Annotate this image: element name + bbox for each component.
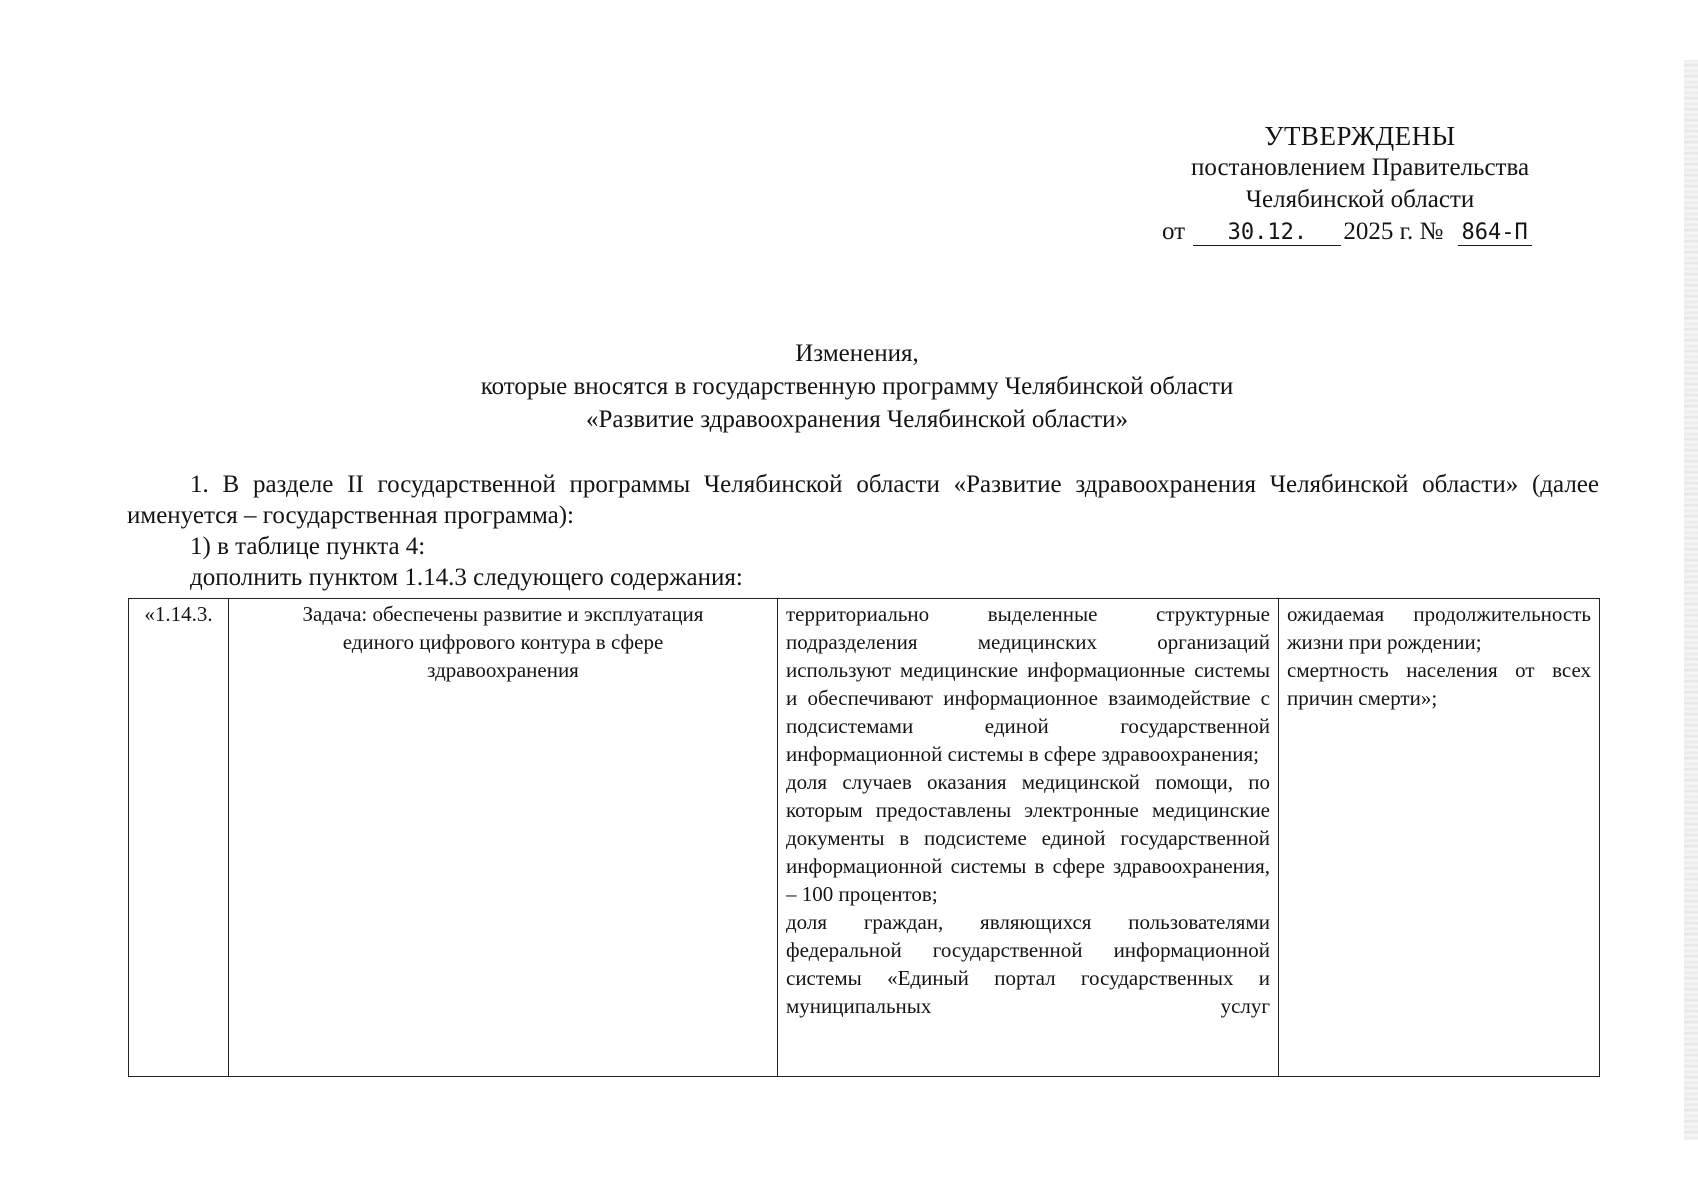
table-row (129, 599, 1600, 1077)
cell-results (778, 599, 1279, 1077)
row-number: «1.14.3. (144, 602, 213, 626)
date-filled: 30.12. (1193, 221, 1341, 246)
indicator-item: ожидаемая продолжительность жизни при рождении; (1287, 602, 1591, 654)
cell-task (229, 599, 778, 1077)
title-line-3: «Развитие здравоохранения Челябинской области» (585, 406, 1128, 433)
results-clip (786, 600, 1270, 1075)
date-prefix: от (1162, 218, 1186, 245)
document-body (127, 469, 1599, 593)
title-line-2: которые вносятся в государственную программу Челябинской области (480, 373, 1234, 400)
indicator-item: смертность населения от всех причин смерти»; (1287, 658, 1591, 710)
title-line-1: Изменения, (795, 340, 919, 367)
approval-line-2: Челябинской области (1245, 186, 1475, 213)
document-title (230, 337, 1484, 436)
cell-indicators (1279, 599, 1600, 1077)
approval-line-1: постановлением Правительства (1190, 154, 1530, 181)
item-2: дополнить пунктом 1.14.3 следующего содержания: (190, 564, 743, 591)
result-item: доля граждан, являющихся пользователями федеральной государственной информационной системы «Единый портал государственных и муниципальных услуг (786, 910, 1270, 1018)
approval-heading: УТВЕРЖДЕНЫ (1264, 121, 1456, 151)
year-text: 2025 г. № (1343, 218, 1444, 245)
scan-edge-artifact (1684, 60, 1698, 1140)
task-text: Задача: обеспечены развитие и эксплуатация единого цифрового контура в сфере здравоохранения (302, 602, 704, 682)
approval-stamp (1110, 120, 1610, 248)
item-1: 1) в таблице пункта 4: (190, 533, 426, 560)
result-item: территориально выделенные структурные подразделения медицинских организаций используют медицинские информационные системы и обеспечивают информационное взаимодействие с подсистемами единой государственной информационной системы в сфере здравоохранения; (786, 602, 1270, 766)
approval-date-line (1110, 216, 1610, 248)
result-item: доля случаев оказания медицинской помощи, по которым предоставлены электронные медицинские документы в подсистеме единой государственной информационной системы в сфере здравоохранения, – 100 процентов; (786, 770, 1270, 906)
changes-table (128, 598, 1600, 1077)
cell-row-number (129, 599, 229, 1077)
paragraph-1: 1. В разделе II государственной программы Челябинской области «Развитие здравоохранения Челябинской области» (далее именуется – государственная программа): (127, 471, 1599, 529)
resolution-number: 864-П (1458, 221, 1532, 246)
